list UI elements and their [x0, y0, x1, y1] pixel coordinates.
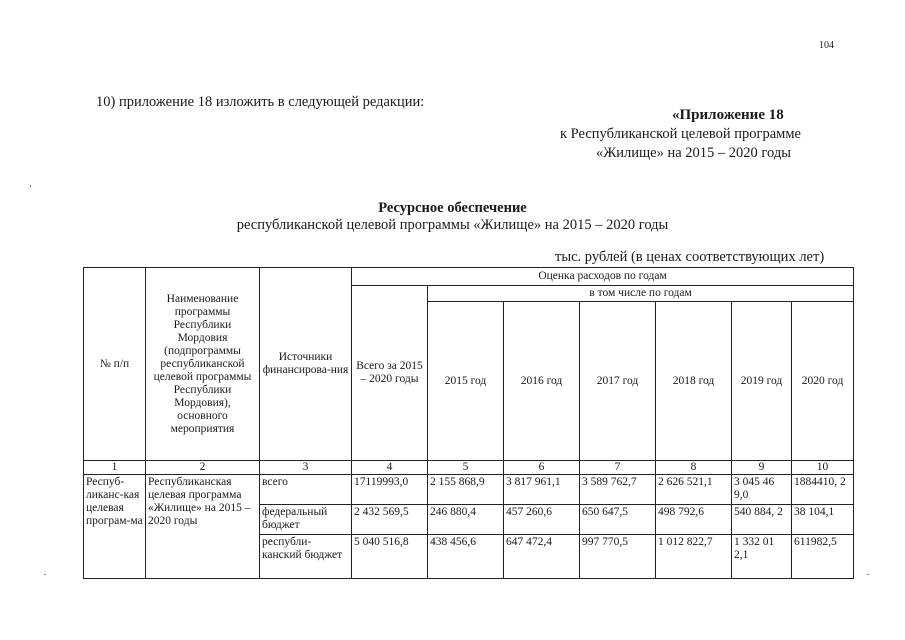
year-value-cell: 611982,5 — [792, 535, 854, 579]
source-cell: республи-канский бюджет — [260, 535, 352, 579]
year-value-cell: 1 332 01 2,1 — [732, 535, 792, 579]
column-number: 9 — [732, 461, 792, 475]
column-number: 6 — [504, 461, 580, 475]
source-cell: федеральный бюджет — [260, 505, 352, 535]
header-source: Источники финансирова-ния — [260, 268, 352, 461]
total-cell: 17119993,0 — [352, 475, 428, 505]
year-value-cell: 38 104,1 — [792, 505, 854, 535]
appendix-line-1: к Республиканской целевой программе — [560, 126, 801, 142]
program-number-cell: Респуб-ликанс-кая целевая програм-ма — [84, 475, 146, 579]
year-value-cell: 540 884, 2 — [732, 505, 792, 535]
column-number: 10 — [792, 461, 854, 475]
column-number: 4 — [352, 461, 428, 475]
header-year: 2015 год — [428, 302, 504, 461]
year-value-cell: 1884410, 2 — [792, 475, 854, 505]
column-number: 3 — [260, 461, 352, 475]
column-number: 2 — [146, 461, 260, 475]
header-total: Всего за 2015 – 2020 годы — [352, 286, 428, 461]
year-value-cell: 647 472,4 — [504, 535, 580, 579]
header-year: 2016 год — [504, 302, 580, 461]
scan-speck — [867, 574, 869, 575]
year-value-cell: 650 647,5 — [580, 505, 656, 535]
appendix-title: «Приложение 18 — [672, 107, 784, 123]
total-cell: 5 040 516,8 — [352, 535, 428, 579]
scan-speck — [30, 185, 31, 187]
total-cell: 2 432 569,5 — [352, 505, 428, 535]
resource-table — [83, 267, 854, 579]
column-number: 1 — [84, 461, 146, 475]
scan-speck — [44, 574, 46, 575]
program-name-cell: Республиканская целевая программа «Жилище» на 2015 – 2020 годы — [146, 475, 260, 579]
intro-text: 10) приложение 18 изложить в следующей редакции: — [96, 94, 425, 110]
source-cell: всего — [260, 475, 352, 505]
header-name: Наименование программы Республики Мордовия (подпрограммы республиканской целевой программы Республики Мордовия), основного мероприятия — [146, 268, 260, 461]
year-value-cell: 246 880,4 — [428, 505, 504, 535]
year-value-cell: 2 626 521,1 — [656, 475, 732, 505]
year-value-cell: 1 012 822,7 — [656, 535, 732, 579]
resource-subtitle: республиканской целевой программы «Жилище» на 2015 – 2020 годы — [236, 217, 669, 233]
column-number: 7 — [580, 461, 656, 475]
header-num: № п/п — [84, 268, 146, 461]
year-value-cell: 2 155 868,9 — [428, 475, 504, 505]
year-value-cell: 3 045 46 9,0 — [732, 475, 792, 505]
year-value-cell: 3 589 762,7 — [580, 475, 656, 505]
column-number: 5 — [428, 461, 504, 475]
page-number: 104 — [819, 40, 834, 51]
header-by-year: в том числе по годам — [428, 286, 854, 302]
resource-title: Ресурсное обеспечение — [378, 200, 527, 216]
units-note: тыс. рублей (в ценах соответствующих лет) — [555, 249, 825, 265]
header-year: 2019 год — [732, 302, 792, 461]
year-value-cell: 457 260,6 — [504, 505, 580, 535]
appendix-line-2: «Жилище» на 2015 – 2020 годы — [596, 145, 791, 161]
header-year: 2020 год — [792, 302, 854, 461]
year-value-cell: 438 456,6 — [428, 535, 504, 579]
column-number: 8 — [656, 461, 732, 475]
header-year: 2017 год — [580, 302, 656, 461]
header-year: 2018 год — [656, 302, 732, 461]
header-estimate: Оценка расходов по годам — [352, 268, 854, 286]
year-value-cell: 498 792,6 — [656, 505, 732, 535]
year-value-cell: 997 770,5 — [580, 535, 656, 579]
year-value-cell: 3 817 961,1 — [504, 475, 580, 505]
